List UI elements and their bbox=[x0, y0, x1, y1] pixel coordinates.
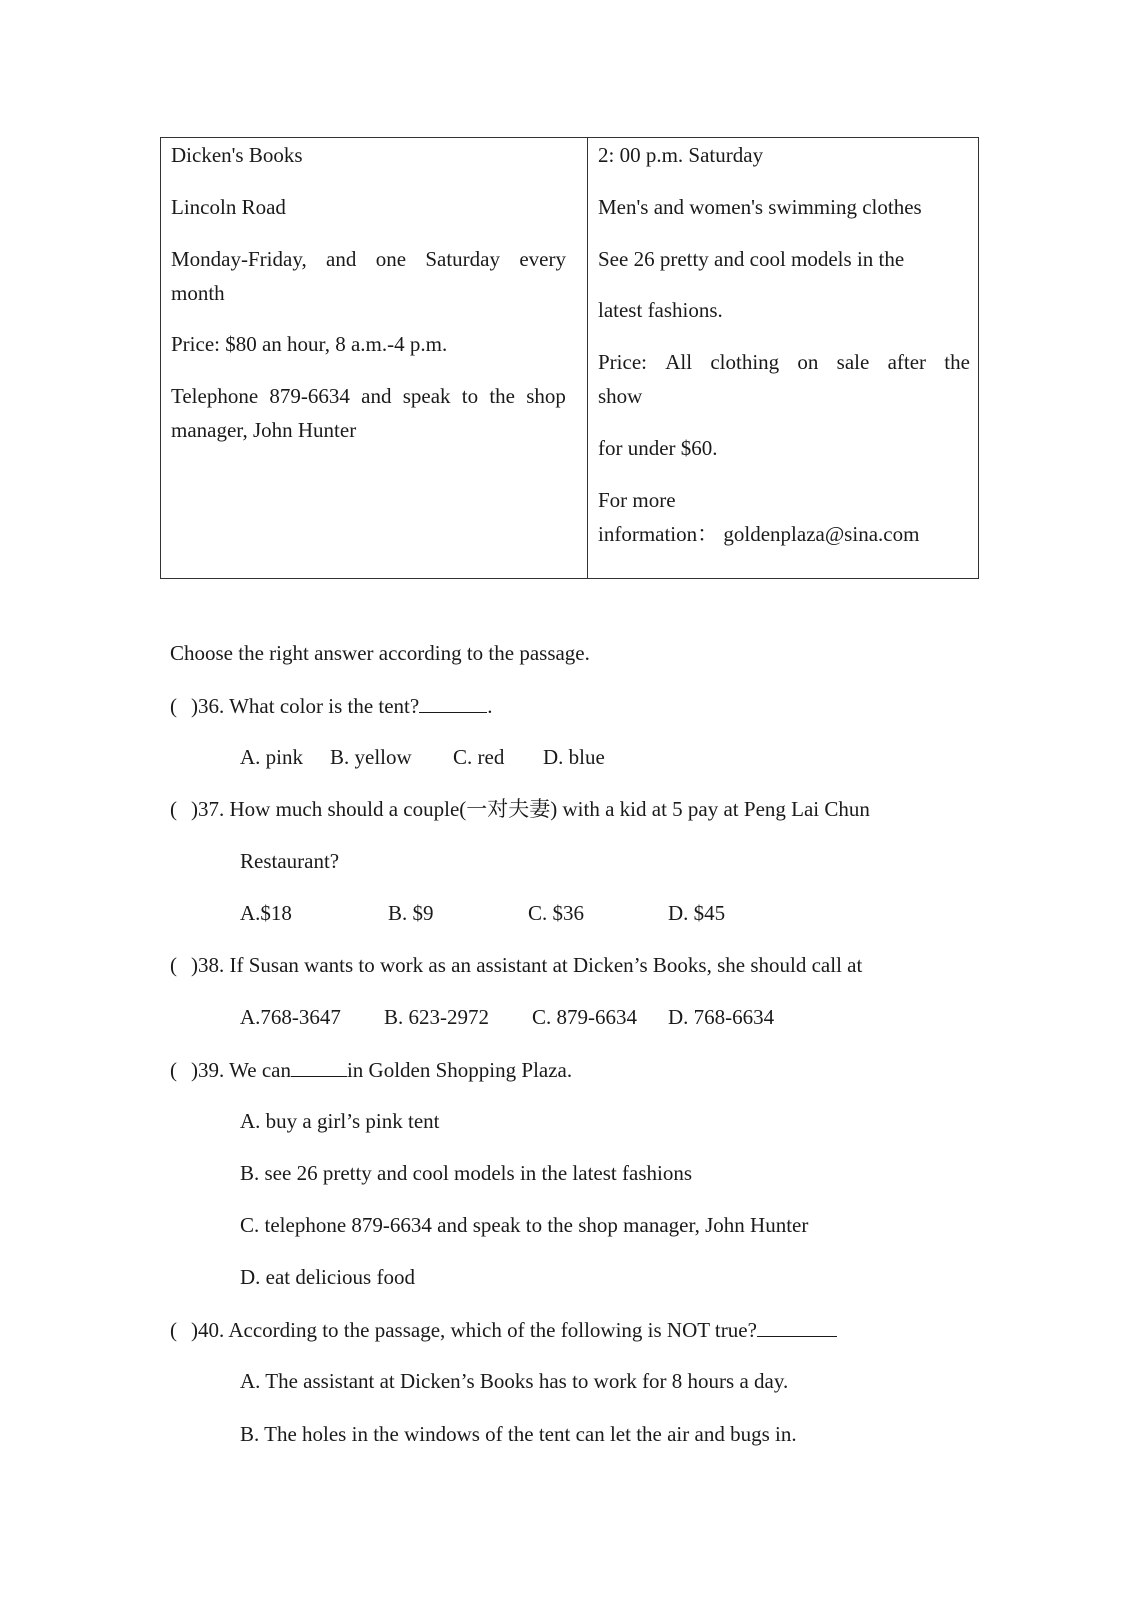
question-36: ( )36. What color is the tent? . bbox=[170, 694, 493, 718]
question-39: ( )39. We can in Golden Shopping Plaza. bbox=[170, 1058, 573, 1082]
dickens-days-line2: month bbox=[171, 281, 225, 305]
answer-paren: ( bbox=[170, 694, 177, 718]
q38-option-c: C. 879-6634 bbox=[532, 1005, 637, 1029]
show-info: information： goldenplaza@sina.com bbox=[598, 522, 920, 546]
q38-option-b: B. 623-2972 bbox=[384, 1005, 489, 1029]
q38-option-d: D. 768-6634 bbox=[668, 1005, 775, 1029]
show-models: See 26 pretty and cool models in the bbox=[598, 247, 905, 271]
golden-plaza-cell bbox=[588, 138, 978, 578]
question-38: ( )38. If Susan wants to work as an assistant at Dicken’s Books, she should call at bbox=[170, 953, 863, 977]
q38-option-a: A.768-3647 bbox=[240, 1005, 341, 1029]
q40-option-a: A. The assistant at Dicken’s Books has to work for 8 hours a day. bbox=[240, 1369, 789, 1393]
q36-option-d: D. blue bbox=[543, 745, 605, 769]
show-more: For more bbox=[598, 488, 676, 512]
dickens-books-cell bbox=[161, 138, 588, 578]
ad-table bbox=[160, 137, 979, 579]
q37-option-a: A.$18 bbox=[240, 901, 292, 925]
show-under: for under $60. bbox=[598, 436, 718, 460]
answer-blank bbox=[291, 1056, 347, 1077]
question-37-line2: Restaurant? bbox=[240, 849, 340, 873]
q36-option-c: C. red bbox=[453, 745, 505, 769]
answer-blank bbox=[419, 692, 487, 713]
dickens-phone-line1: Telephone 879-6634 and speak to the shop bbox=[171, 384, 566, 408]
q39-option-a: A. buy a girl’s pink tent bbox=[240, 1109, 440, 1133]
q37-option-c: C. $36 bbox=[528, 901, 585, 925]
dickens-price: Price: $80 an hour, 8 a.m.-4 p.m. bbox=[171, 332, 448, 356]
show-price-line1: Price: All clothing on sale after the bbox=[598, 350, 970, 374]
show-price-line2: show bbox=[598, 384, 643, 408]
q39-option-d: D. eat delicious food bbox=[240, 1265, 415, 1289]
dickens-title: Dicken's Books bbox=[171, 143, 303, 167]
q39-option-c: C. telephone 879-6634 and speak to the shop manager, John Hunter bbox=[240, 1213, 809, 1237]
answer-blank bbox=[757, 1316, 837, 1337]
show-clothes: Men's and women's swimming clothes bbox=[598, 195, 922, 219]
question-40: ( )40. According to the passage, which of the following is NOT true? bbox=[170, 1316, 837, 1343]
instructions: Choose the right answer according to the passage. bbox=[170, 641, 590, 665]
show-time: 2: 00 p.m. Saturday bbox=[598, 143, 764, 167]
q40-option-b: B. The holes in the windows of the tent can let the air and bugs in. bbox=[240, 1422, 797, 1446]
show-fashions: latest fashions. bbox=[598, 298, 723, 322]
q37-option-d: D. $45 bbox=[668, 901, 726, 925]
dickens-phone-line2: manager, John Hunter bbox=[171, 418, 357, 442]
dickens-road: Lincoln Road bbox=[171, 195, 286, 219]
q36-option-b: B. yellow bbox=[330, 745, 412, 769]
dickens-days-line1: Monday-Friday, and one Saturday every bbox=[171, 247, 566, 271]
question-37: ( )37. How much should a couple(一对夫妻) with a kid at 5 pay at Peng Lai Chun bbox=[170, 797, 870, 821]
q37-option-b: B. $9 bbox=[388, 901, 434, 925]
q39-option-b: B. see 26 pretty and cool models in the latest fashions bbox=[240, 1161, 692, 1185]
q36-option-a: A. pink bbox=[240, 745, 303, 769]
